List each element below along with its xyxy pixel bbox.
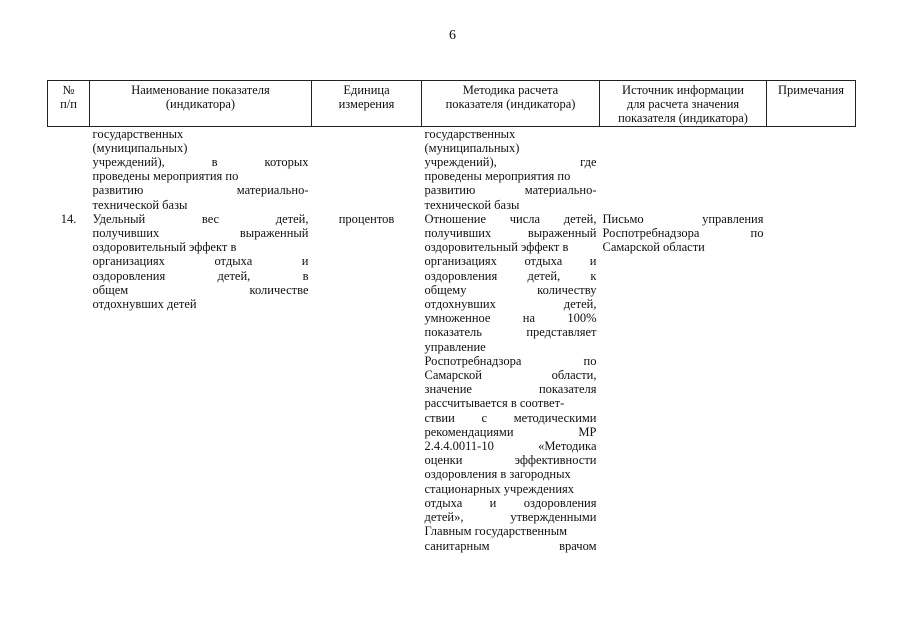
header-notes: Примечания xyxy=(767,81,856,127)
cell-unit: процентов xyxy=(338,211,395,226)
header-unit: Единица измерения xyxy=(312,81,422,127)
header-indicator-name: Наименование показателя (индикатора) xyxy=(90,81,312,127)
table-row-continuation xyxy=(48,126,856,212)
cell-indicator-name: Удельный вес детей, получивших выраженный оздоровительный эффект в организациях отдыха и оздоровления детей, в общем количестве отдохнувших детей xyxy=(92,211,309,312)
cell-number xyxy=(48,126,90,212)
header-number: № п/п xyxy=(48,81,90,127)
table-header-row xyxy=(48,81,856,127)
cell-number: 14. xyxy=(60,211,77,226)
cell-notes xyxy=(767,126,856,212)
cell-unit xyxy=(312,126,422,212)
cell-notes xyxy=(767,212,856,553)
indicator-table xyxy=(47,80,856,553)
header-method: Методика расчета показателя (индикатора) xyxy=(422,81,600,127)
cell-method: государственных (муниципальных) учреждений), где проведены мероприятия по развитию материально- технической базы xyxy=(424,126,597,212)
cell-method: Отношение числа детей, получивших выраженный оздоровительный эффект в организациях отдыха и оздоровления детей, к общему количеству отдохнувших детей, умноженное на 100% показатель представляет управление Роспотребнадзора по Самарской области, значение показателя рассчитывается в соответ- ствии с методическими рекомендациями МР 2.4.4.0011-10 «Методика оценки эффективности оздоровления в загородных стационарных учреждениях отдыха и оздоровления детей», утвержденными Главным государственным санитарным врачом xyxy=(424,211,597,553)
cell-source xyxy=(600,126,767,212)
cell-indicator-name: государственных (муниципальных) учреждений), в которых проведены мероприятия по развитию материально- технической базы xyxy=(92,126,309,212)
cell-source: Письмо управления Роспотребнадзора по Самарской области xyxy=(602,211,764,255)
page-number: 6 xyxy=(449,28,456,43)
table-row-14 xyxy=(48,212,856,553)
header-source: Источник информации для расчета значения показателя (индикатора) xyxy=(600,81,767,127)
